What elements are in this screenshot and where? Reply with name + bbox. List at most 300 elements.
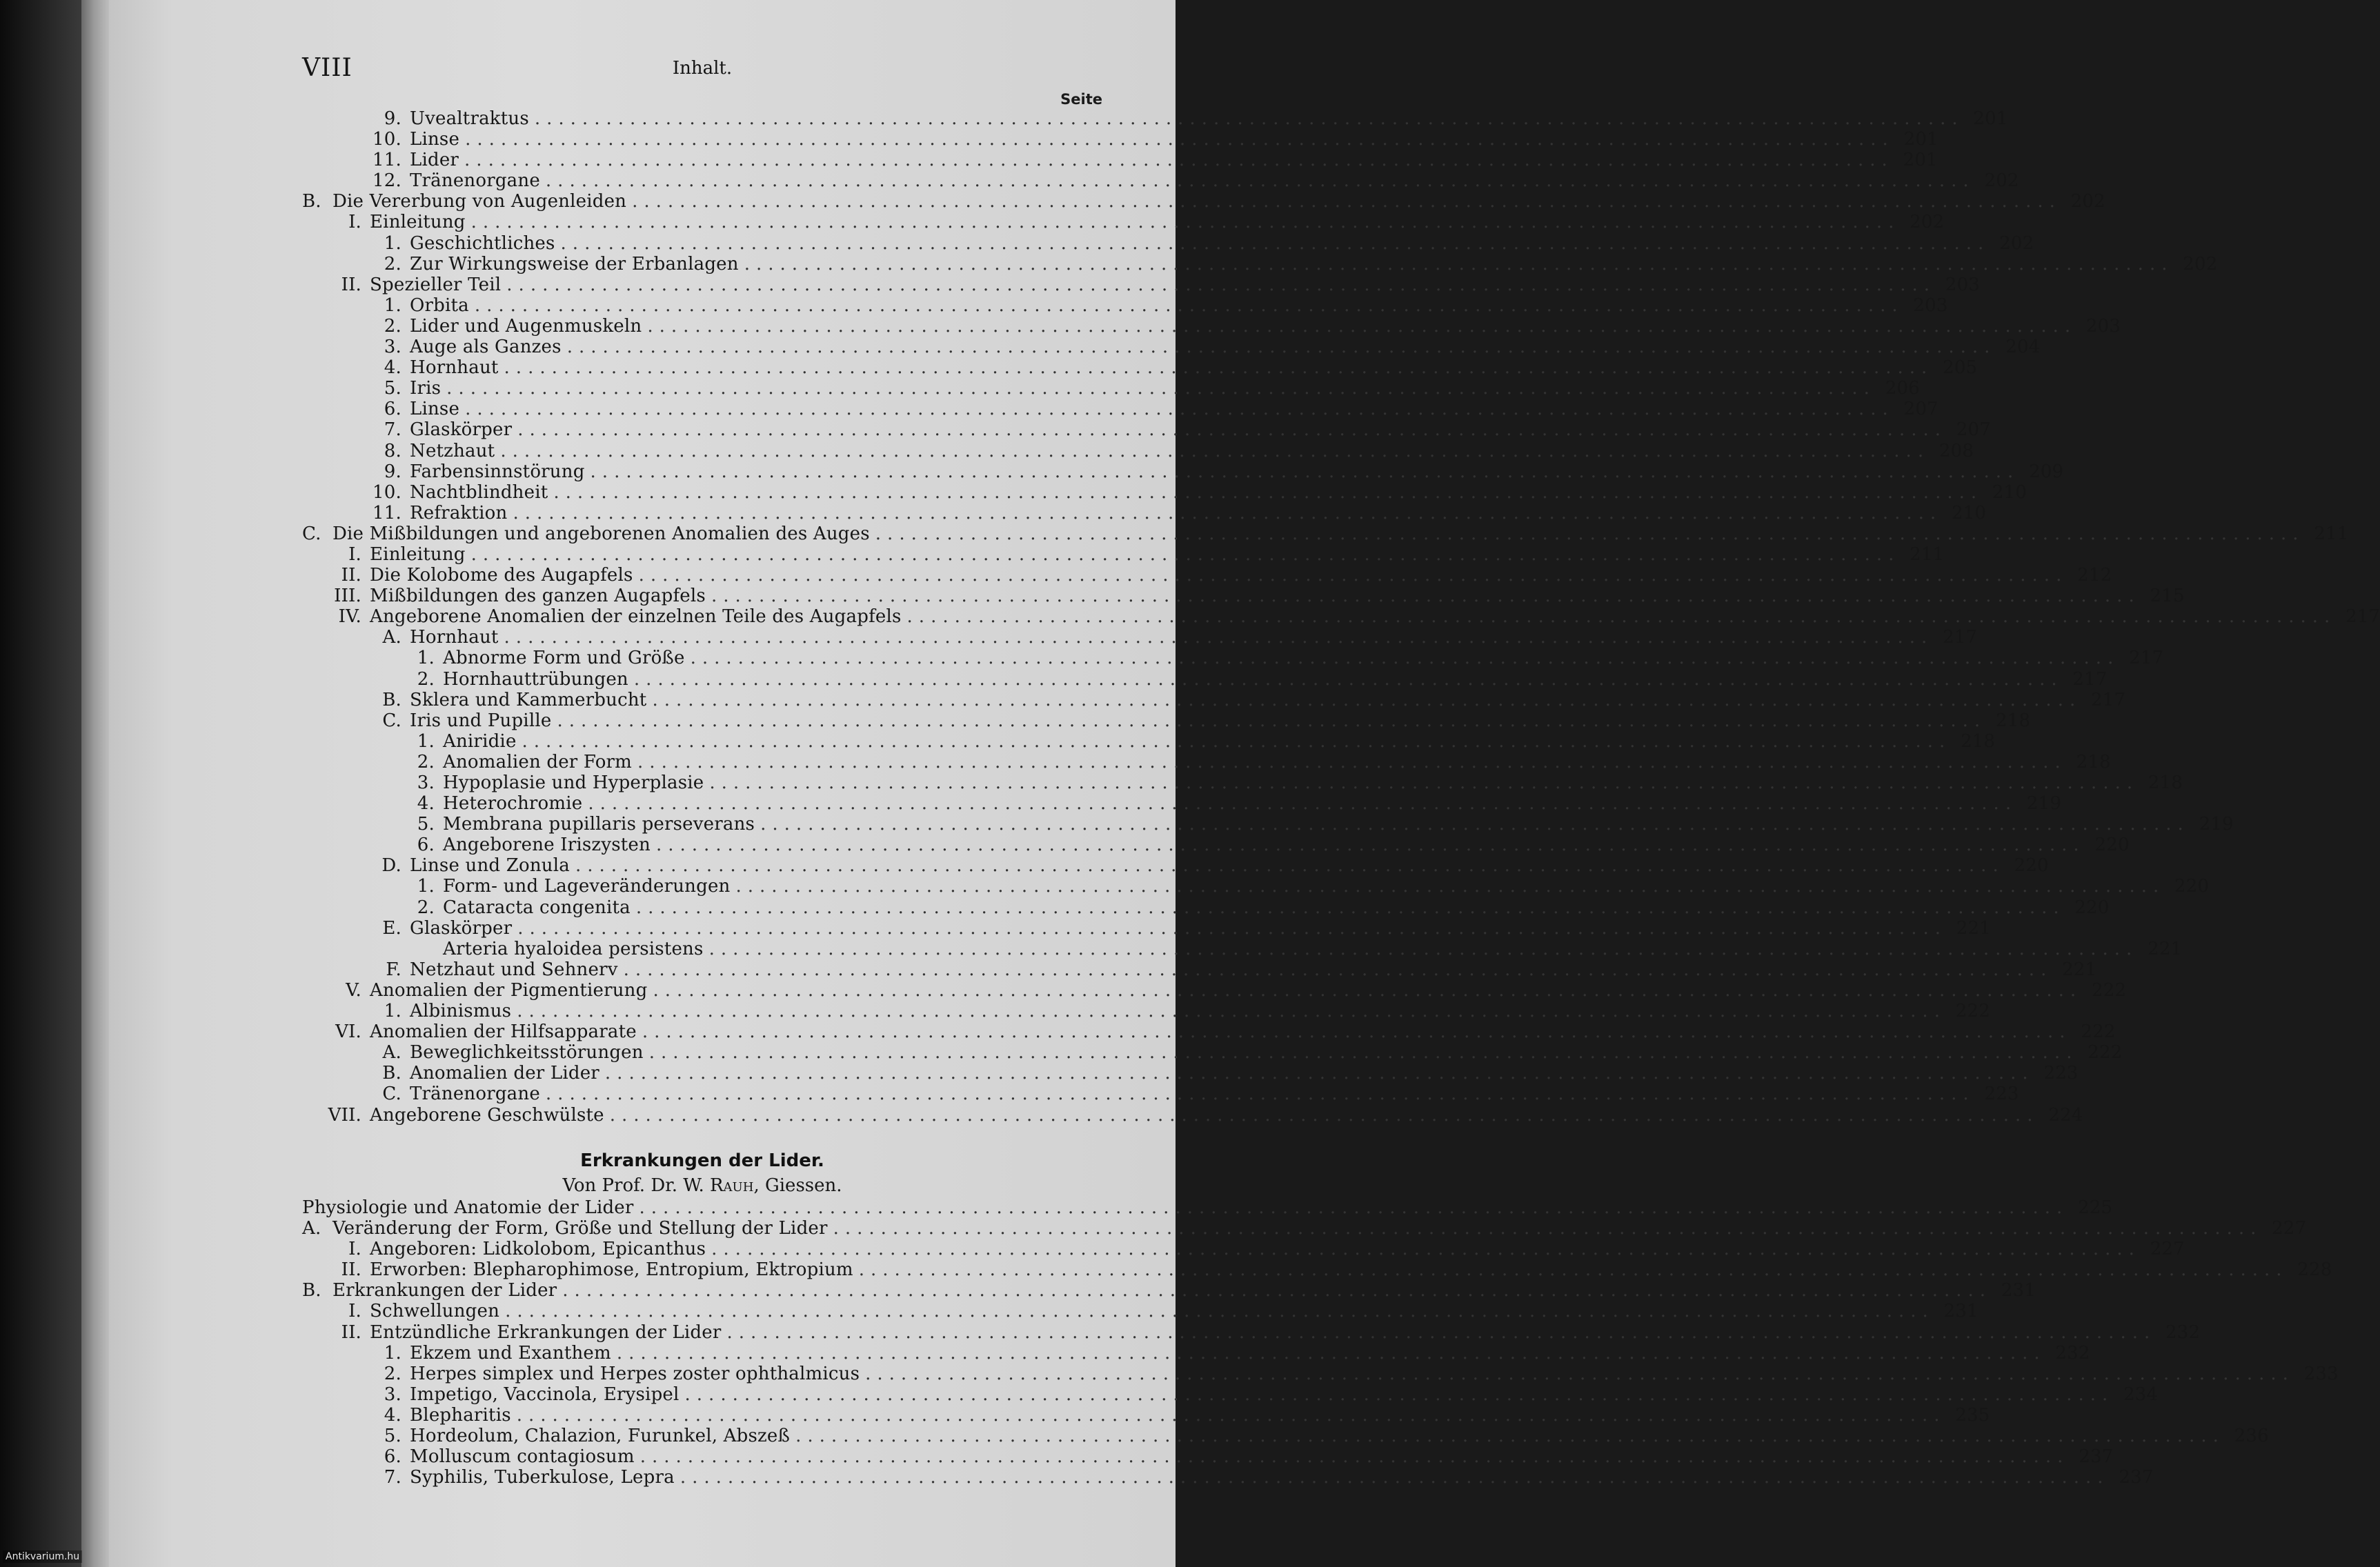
toc-entry	[302, 814, 2234, 835]
dot-leader: ........................................................................................................................	[566, 337, 1996, 358]
toc-entry-page: 237	[2119, 1467, 2154, 1488]
toc-entry-title: Herpes simplex und Herpes zoster ophthalmicus	[410, 1363, 860, 1384]
toc-entry-number: C.	[382, 710, 401, 731]
toc-entry-number: 1.	[384, 1001, 401, 1022]
dot-leader: ........................................................................................................................	[545, 170, 1975, 192]
toc-entry-title: Cataracta congenita	[443, 897, 631, 918]
toc-entry-number: 1.	[384, 1342, 401, 1364]
toc-entry	[302, 959, 2097, 980]
toc-entry-page: 205	[1943, 357, 1978, 379]
toc-entry-title: Arteria hyaloidea persistens	[443, 938, 704, 959]
toc-entry	[302, 855, 2049, 877]
toc-entry-title: Syphilis, Tuberkulose, Lepra	[410, 1467, 675, 1488]
toc-entry-number: IV.	[338, 606, 361, 628]
toc-entry-number: 6.	[417, 835, 435, 856]
section-author	[302, 1175, 1102, 1199]
toc-entry	[302, 1426, 2269, 1447]
toc-entry-title: Angeborene Geschwülste	[370, 1104, 604, 1126]
toc-entry-title: Die Mißbildungen und angeborenen Anomalien des Auges	[333, 523, 870, 544]
toc-entry-page: 218	[2148, 772, 2183, 793]
toc-entry	[302, 710, 2031, 731]
toc-entry-number: 10.	[373, 129, 401, 150]
toc-entry-title: Schwellungen	[370, 1301, 500, 1322]
toc-entry-number: I.	[348, 543, 361, 565]
toc-entry-page: 222	[2081, 1021, 2116, 1043]
toc-entry-title: Hordeolum, Chalazion, Furunkel, Abszeß	[410, 1426, 791, 1447]
toc-entry	[302, 543, 1945, 565]
toc-entry-title: Sklera und Kammerbucht	[410, 689, 647, 710]
dot-leader: ........................................................................................................................	[504, 357, 1934, 379]
toc-entry-number: 5.	[384, 1426, 401, 1447]
dot-leader: ........................................................................................................................	[690, 648, 2120, 669]
dot-leader: ........................................................................................................................	[500, 440, 1930, 461]
toc-entry-number: 2.	[384, 1363, 401, 1384]
toc-entry-page: 231	[2001, 1280, 2036, 1301]
toc-entry-number: 1.	[384, 295, 401, 316]
toc-entry-title: Hornhaut	[410, 357, 499, 379]
watermark: Antikvarium.hu	[3, 1550, 82, 1563]
toc-entry-page: 227	[2150, 1239, 2185, 1260]
dot-leader: ........................................................................................................................	[875, 523, 2305, 544]
author-name: Rauh	[709, 1175, 754, 1196]
toc-entry	[302, 419, 1991, 441]
toc-entry-page: 233	[2303, 1363, 2339, 1384]
dot-leader: ........................................................................................................................	[562, 1280, 1992, 1301]
toc-entry	[302, 730, 1996, 752]
toc-entry	[302, 1001, 1990, 1022]
toc-entry	[302, 399, 1938, 420]
toc-entry	[302, 315, 2121, 337]
toc-entry-title: Entzündliche Erkrankungen der Lider	[370, 1321, 722, 1343]
dot-leader: ........................................................................................................................	[575, 855, 2005, 877]
toc-entry-page: 203	[1913, 295, 1948, 316]
toc-entry-number: II.	[341, 565, 361, 586]
toc-entry-number: A.	[382, 1042, 401, 1064]
toc-entry-title: Iris	[410, 378, 442, 399]
toc-entry-page: 201	[1973, 108, 2008, 129]
toc-entry	[302, 1042, 2123, 1064]
toc-entry	[302, 606, 2380, 628]
toc-entry	[302, 1384, 2159, 1405]
toc-entry-page: 211	[2314, 523, 2349, 544]
toc-entry-page: 217	[2072, 668, 2108, 690]
dot-leader: ........................................................................................................................	[795, 1426, 2225, 1447]
toc-entry-title: Auge als Ganzes	[410, 337, 562, 358]
section-heading	[302, 1150, 1102, 1199]
toc-entry-title: Veränderung der Form, Größe und Stellung der Lider	[333, 1218, 828, 1239]
dot-leader: ........................................................................................................................	[735, 876, 2165, 897]
toc-entry	[302, 835, 2130, 856]
toc-entry	[302, 1197, 2113, 1218]
dot-leader: ........................................................................................................................	[638, 565, 2068, 586]
toc-entry	[302, 274, 1981, 295]
toc-entry-page: 227	[2272, 1218, 2307, 1239]
dot-leader: ........................................................................................................................	[633, 668, 2063, 690]
toc-entry	[302, 1259, 2332, 1281]
toc-entry-page: 220	[2174, 876, 2210, 897]
toc-entry-page: 208	[1938, 440, 1974, 461]
toc-entry-page: 211	[1910, 543, 1945, 565]
toc-entry	[302, 793, 2062, 815]
toc-entry-page: 202	[1910, 212, 1945, 233]
toc-entry	[302, 170, 2019, 192]
toc-entry-title: Erkrankungen der Lider	[333, 1280, 557, 1301]
toc-entry-title: Farbensinnstörung	[410, 461, 585, 482]
toc-entry	[302, 1321, 2201, 1343]
toc-entry-page: 217	[2129, 648, 2164, 669]
toc-entry	[302, 917, 1991, 939]
dot-leader: ........................................................................................................................	[711, 1239, 2141, 1260]
toc-entry-title: Orbita	[410, 295, 469, 316]
toc-entry-number: D.	[381, 855, 401, 877]
toc-entry-title: Nachtblindheit	[410, 481, 548, 503]
dot-leader: ........................................................................................................................	[465, 399, 1894, 420]
toc-entry-number: 4.	[384, 357, 401, 379]
toc-entry	[302, 1084, 2019, 1105]
dot-leader: ........................................................................................................................	[470, 543, 1901, 565]
dot-leader: ........................................................................................................................	[858, 1259, 2288, 1281]
toc-entry-number: B.	[302, 1280, 321, 1301]
toc-entry-title: Einleitung	[370, 212, 466, 233]
toc-entry-number: 2.	[417, 668, 435, 690]
page-header	[302, 54, 1102, 88]
toc-entry-page: 221	[2062, 959, 2097, 980]
toc-entry	[302, 1446, 2114, 1468]
toc-entry-number: 10.	[373, 481, 401, 503]
author-suffix: , Giessen.	[753, 1175, 842, 1196]
toc-entry	[302, 876, 2210, 897]
toc-entry-title: Einleitung	[370, 543, 466, 565]
toc-entry-title: Blepharitis	[410, 1404, 511, 1426]
dot-leader: ........................................................................................................................	[635, 897, 2065, 918]
toc-entry-title: Angeboren: Lidkolobom, Epicanthus	[370, 1239, 706, 1260]
toc-entry-number: B.	[302, 191, 321, 212]
toc-entry-title: Netzhaut und Sehnerv	[410, 959, 618, 980]
toc-entry-page: 225	[2078, 1197, 2113, 1218]
toc-entry-number: 1.	[417, 648, 435, 669]
page-edge	[81, 0, 109, 1567]
toc-entry-number: 2.	[384, 253, 401, 275]
dot-leader: ........................................................................................................................	[709, 772, 2139, 793]
toc-entry-number: 3.	[384, 337, 401, 358]
toc-entry-number: I.	[348, 1301, 361, 1322]
toc-entry-page: 207	[1956, 419, 1991, 441]
toc-entry	[302, 108, 2008, 129]
toc-entry-number: 9.	[384, 461, 401, 482]
toc-entry-page: 236	[2234, 1426, 2269, 1447]
toc-entry-page: 202	[2070, 191, 2105, 212]
toc-entry	[302, 1467, 2154, 1488]
toc-entry	[302, 627, 1978, 648]
toc-entry-title: Anomalien der Lider	[410, 1063, 599, 1084]
dot-leader: ........................................................................................................................	[557, 710, 1987, 731]
toc-entry-page: 204	[2005, 337, 2041, 358]
toc-entry-page: 219	[2026, 793, 2062, 815]
toc-entry-page: 206	[1885, 378, 1920, 399]
toc-entry-number: VI.	[335, 1021, 361, 1043]
toc-entry-page: 222	[1955, 1001, 1990, 1022]
toc-entry-title: Abnorme Form und Größe	[443, 648, 685, 669]
dot-leader: ........................................................................................................................	[647, 315, 2077, 337]
toc-entry-page: 222	[2091, 979, 2127, 1001]
dot-leader: ........................................................................................................................	[522, 730, 1952, 752]
toc-entry-page: 209	[2029, 461, 2064, 482]
toc-entry-page: 203	[1945, 274, 1981, 295]
toc-entry-number: III.	[334, 586, 361, 607]
toc-entry-title: Iris und Pupille	[410, 710, 552, 731]
toc-entry	[302, 1280, 2036, 1301]
toc-entry-number: 11.	[373, 502, 401, 523]
toc-entry-title: Beweglichkeitsstörungen	[410, 1042, 644, 1064]
toc-entry-number: 1.	[417, 876, 435, 897]
toc-entry	[302, 337, 2041, 358]
toc-entry-title: Glaskörper	[410, 419, 513, 441]
toc-entry-number: B.	[382, 1063, 401, 1084]
toc-entry-number: II.	[341, 1259, 361, 1281]
toc-entry-title: Linse	[410, 129, 460, 150]
toc-entry-title: Ekzem und Exanthem	[410, 1342, 611, 1364]
toc-entry-page: 231	[1943, 1301, 1979, 1322]
dot-leader: ........................................................................................................................	[684, 1384, 2114, 1405]
dot-leader: ........................................................................................................................	[517, 419, 1947, 441]
toc-entry-page: 234	[2123, 1384, 2159, 1405]
dot-leader: ........................................................................................................................	[708, 938, 2139, 959]
dot-leader: ........................................................................................................................	[655, 835, 2085, 856]
dot-leader: ........................................................................................................................	[560, 232, 1990, 254]
toc-entry-number: 7.	[384, 1467, 401, 1488]
toc-entry-number: 6.	[384, 399, 401, 420]
toc-entry-number: I.	[348, 1239, 361, 1260]
toc-entry-number: C.	[302, 523, 321, 544]
toc-entry-number: 4.	[384, 1404, 401, 1426]
toc-entry	[302, 979, 2127, 1001]
toc-entry-number: A.	[302, 1218, 321, 1239]
toc-entry-number: 8.	[384, 440, 401, 461]
dot-leader: ........................................................................................................................	[648, 1042, 2079, 1064]
toc-entry-title: Refraktion	[410, 502, 508, 523]
toc-entry-page: 221	[2148, 938, 2183, 959]
page-number: VIII	[302, 54, 353, 82]
toc-entry-page: 222	[2088, 1042, 2123, 1064]
toc-entry-title: Linse und Zonula	[410, 855, 570, 877]
toc-entry-number: F.	[386, 959, 401, 980]
toc-entry	[302, 772, 2183, 793]
dot-leader: ........................................................................................................................	[517, 917, 1947, 939]
toc-entry-title: Angeborene Iriszysten	[443, 835, 651, 856]
toc-entry-page: 210	[1951, 502, 1987, 523]
toc-entry-title: Aniridie	[443, 730, 517, 752]
toc-entry	[302, 191, 2105, 212]
toc-entry-page: 224	[2048, 1104, 2083, 1126]
toc-entry	[302, 502, 1987, 523]
toc-entry-number: 6.	[384, 1446, 401, 1468]
toc-entry-number: A.	[382, 627, 401, 648]
toc-entry-title: Heterochromie	[443, 793, 583, 815]
toc-entry	[302, 1404, 1990, 1426]
toc-entry-title: Zur Wirkungsweise der Erbanlagen	[410, 253, 739, 275]
dot-leader: ........................................................................................................................	[505, 1301, 1934, 1322]
toc-entry-page: 201	[1903, 150, 1938, 171]
toc-entry	[302, 938, 2183, 959]
toc-entry-title: Tränenorgane	[410, 1084, 540, 1105]
toc-entry	[302, 440, 1974, 461]
dot-leader: ........................................................................................................................	[464, 150, 1894, 171]
toc-entry-title: Anomalien der Hilfsapparate	[370, 1021, 637, 1043]
toc-entry	[302, 1021, 2116, 1043]
table-of-contents-part-2	[302, 1197, 2339, 1488]
toc-entry-number: E.	[382, 917, 401, 939]
toc-entry-title: Uvealtraktus	[410, 108, 529, 129]
toc-entry-title: Glaskörper	[410, 917, 513, 939]
dot-leader: ........................................................................................................................	[653, 979, 2083, 1001]
toc-entry-page: 223	[1984, 1084, 2019, 1105]
toc-entry-page: 223	[2043, 1063, 2079, 1084]
toc-entry	[302, 1063, 2079, 1084]
toc-entry-number: 12.	[373, 170, 401, 192]
toc-entry	[302, 668, 2108, 690]
toc-entry-title: Erworben: Blepharophimose, Entropium, Ektropium	[370, 1259, 853, 1281]
toc-entry-page: 220	[2074, 897, 2110, 918]
toc-entry-number: C.	[382, 1084, 401, 1105]
toc-entry-number: 7.	[384, 419, 401, 441]
dot-leader: ........................................................................................................................	[465, 129, 1894, 150]
toc-entry-title: Linse	[410, 399, 460, 420]
toc-entry-title: Tränenorgane	[410, 170, 540, 192]
dot-leader: ........................................................................................................................	[642, 1021, 2072, 1043]
toc-entry-number: 1.	[384, 232, 401, 254]
toc-entry-page: 203	[2085, 315, 2121, 337]
toc-entry-number: VII.	[328, 1104, 361, 1126]
toc-entry-page: 217	[2091, 689, 2126, 710]
toc-entry-number: V.	[346, 979, 361, 1001]
toc-entry-page: 232	[2165, 1321, 2201, 1343]
toc-entry-page: 219	[2199, 814, 2234, 835]
toc-entry-number: II.	[341, 274, 361, 295]
toc-entry-title: Die Vererbung von Augenleiden	[333, 191, 627, 212]
toc-entry-number: II.	[341, 1321, 361, 1343]
toc-entry-number: 2.	[384, 315, 401, 337]
dot-leader: ........................................................................................................................	[504, 627, 1934, 648]
toc-entry-title: Angeborene Anomalien der einzelnen Teile des Augapfels	[370, 606, 902, 628]
dot-leader: ........................................................................................................................	[652, 689, 2082, 710]
dot-leader: ........................................................................................................................	[760, 814, 2190, 835]
author-prefix: Von Prof. Dr. W.	[562, 1175, 704, 1196]
toc-entry	[302, 232, 2034, 254]
dot-leader: ........................................................................................................................	[639, 1446, 2070, 1468]
toc-entry-title: Form- und Lageveränderungen	[443, 876, 731, 897]
toc-entry-page: 228	[2297, 1259, 2332, 1281]
toc-entry-title: Membrana pupillaris perseverans	[443, 814, 755, 835]
dot-leader: ........................................................................................................................	[588, 793, 2018, 815]
toc-entry-number: 11.	[373, 150, 401, 171]
dot-leader: ........................................................................................................................	[553, 481, 1983, 503]
toc-entry-title: Lider	[410, 150, 459, 171]
toc-entry-page: 217	[1943, 627, 1978, 648]
page-column-header: Seite	[1060, 91, 1102, 108]
table-of-contents-part-1	[302, 108, 2380, 1126]
dot-leader: ........................................................................................................................	[517, 1001, 1946, 1022]
toc-entry-title: Hornhauttrübungen	[443, 668, 628, 690]
toc-entry-number: 9.	[384, 108, 401, 129]
toc-entry	[302, 150, 1938, 171]
dot-leader: ........................................................................................................................	[446, 378, 1876, 399]
dot-leader: ........................................................................................................................	[865, 1363, 2294, 1384]
toc-entry	[302, 461, 2064, 482]
toc-entry	[302, 1239, 2185, 1260]
toc-entry	[302, 523, 2349, 544]
dot-leader: ........................................................................................................................	[590, 461, 2020, 482]
toc-entry	[302, 751, 2111, 772]
toc-entry-page: 235	[1955, 1404, 1990, 1426]
toc-entry	[302, 1301, 1979, 1322]
dot-leader: ........................................................................................................................	[833, 1218, 2263, 1239]
toc-entry	[302, 253, 2218, 275]
toc-entry-page: 217	[2346, 606, 2380, 628]
toc-entry-title: Spezieller Teil	[370, 274, 502, 295]
toc-entry	[302, 1104, 2083, 1126]
dot-leader: ........................................................................................................................	[616, 1342, 2046, 1364]
toc-entry	[302, 648, 2164, 669]
toc-entry-page: 201	[1903, 129, 1938, 150]
toc-entry-page: 202	[1999, 232, 2034, 254]
toc-entry-page: 212	[2077, 565, 2112, 586]
toc-entry-page: 218	[1995, 710, 2031, 731]
toc-entry-page: 218	[1961, 730, 1996, 752]
toc-entry	[302, 1363, 2339, 1384]
toc-entry	[302, 378, 1920, 399]
dot-leader: ........................................................................................................................	[711, 586, 2141, 607]
toc-entry-page: 210	[1992, 481, 2027, 503]
toc-entry	[302, 212, 1945, 233]
toc-entry-title: Die Kolobome des Augapfels	[370, 565, 633, 586]
toc-entry-page: 220	[2094, 835, 2130, 856]
toc-entry-title: Anomalien der Form	[443, 751, 633, 772]
toc-entry-title: Lider und Augenmuskeln	[410, 315, 642, 337]
toc-entry-page: 232	[2055, 1342, 2090, 1364]
toc-entry-page: 221	[1956, 917, 1991, 939]
dot-leader: ........................................................................................................................	[604, 1063, 2034, 1084]
toc-entry-number: 3.	[417, 772, 435, 793]
book-spine-shadow	[0, 0, 81, 1567]
dot-leader: ........................................................................................................................	[609, 1104, 2039, 1126]
toc-entry-page: 207	[1903, 399, 1938, 420]
toc-entry-page: 218	[2076, 751, 2111, 772]
toc-entry-title: Netzhaut	[410, 440, 495, 461]
toc-entry-number: 3.	[384, 1384, 401, 1405]
dot-leader: ........................................................................................................................	[680, 1467, 2110, 1488]
dot-leader: ........................................................................................................................	[744, 253, 2174, 275]
dot-leader: ........................................................................................................................	[506, 274, 1936, 295]
toc-entry-title: Albinismus	[410, 1001, 512, 1022]
dot-leader: ........................................................................................................................	[545, 1084, 1975, 1105]
toc-entry-page: 202	[2183, 253, 2218, 275]
toc-entry-page: 202	[1984, 170, 2019, 192]
toc-entry-title: Anomalien der Pigmentierung	[370, 979, 648, 1001]
toc-entry	[302, 1218, 2307, 1239]
toc-entry-number: 4.	[417, 793, 435, 815]
toc-entry-number: 2.	[417, 751, 435, 772]
toc-entry-title: Impetigo, Vaccinola, Erysipel	[410, 1384, 680, 1405]
toc-entry-page: 215	[2150, 586, 2185, 607]
toc-entry	[302, 586, 2185, 607]
toc-entry-title: Geschichtliches	[410, 232, 555, 254]
toc-entry	[302, 481, 2027, 503]
dot-leader: ........................................................................................................................	[534, 108, 1964, 129]
dot-leader: ........................................................................................................................	[726, 1321, 2156, 1343]
toc-entry	[302, 129, 1938, 150]
toc-entry-title: Mißbildungen des ganzen Augapfels	[370, 586, 706, 607]
toc-entry-page: 237	[2079, 1446, 2114, 1468]
